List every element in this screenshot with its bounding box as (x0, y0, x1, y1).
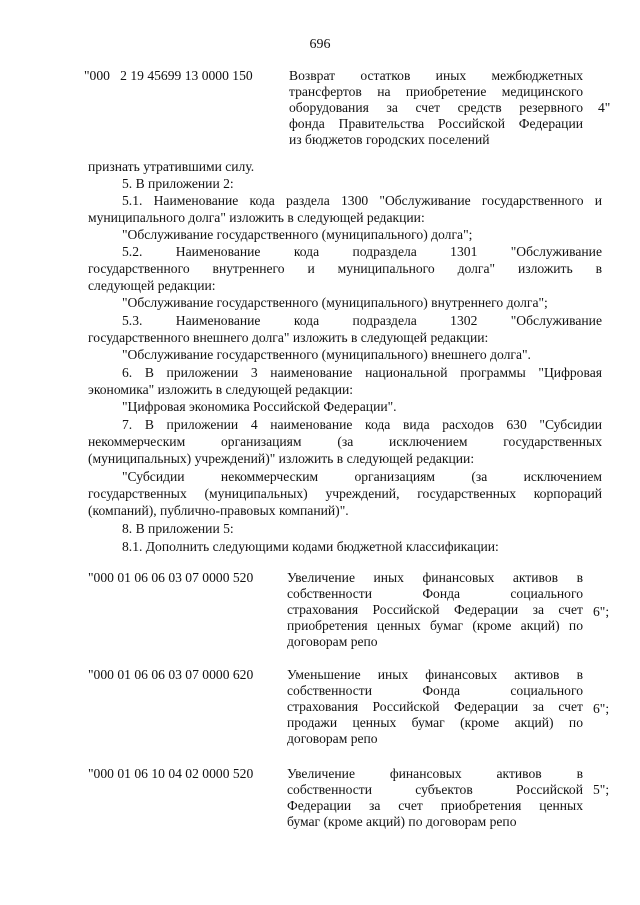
budget-code: "000 01 06 10 04 02 0000 520 (88, 766, 254, 781)
paragraph-line: некоммерческим организациям (за исключением государственных (88, 434, 602, 449)
paragraph-line: "Субсидии некоммерческим организациям (за исключением (122, 469, 602, 484)
paragraph-line: 7. В приложении 4 наименование кода вида расходов 630 "Субсидии (122, 417, 602, 432)
description-line: страхования Российской Федерации за счет (287, 602, 583, 617)
code-description (289, 68, 583, 148)
description-line: бумаг (кроме акций) по договорам репо (287, 814, 517, 829)
description-line: собственности субъектов Российской (287, 782, 583, 797)
description-line: Уменьшение иных финансовых активов в (287, 667, 583, 682)
row-tail: 6"; (593, 701, 610, 716)
budget-code: "000 2 19 45699 13 0000 150 (84, 68, 253, 83)
description-line: Увеличение иных финансовых активов в (287, 570, 583, 585)
description-line: договорам репо (287, 634, 378, 649)
paragraph-line: 6. В приложении 3 наименование национальной программы "Цифровая (122, 365, 602, 380)
description-line: трансфертов на приобретение медицинского (289, 84, 583, 99)
paragraph-line: государственного внешнего долга" изложить в следующей редакции: (88, 330, 489, 345)
code-table-row (88, 667, 618, 751)
description-line: собственности Фонда социального (287, 683, 583, 698)
paragraph-line: 5. В приложении 2: (122, 176, 234, 191)
description-line: оборудования за счет средств резервного (289, 100, 583, 115)
paragraph-line: 5.2. Наименование кода подраздела 1301 "Обслуживание (122, 244, 602, 259)
paragraph-line: государственного внутреннего и муниципального долга" изложить в (88, 261, 602, 276)
paragraph-line: (компаний), публично-правовых компаний)". (88, 503, 349, 518)
code-description (287, 570, 583, 650)
description-line: фонда Правительства Российской Федерации (289, 116, 583, 131)
description-line: Федерации за счет приобретения ценных (287, 798, 583, 813)
paragraph-line: муниципального долга" изложить в следующей редакции: (88, 210, 425, 225)
description-line: страхования Российской Федерации за счет (287, 699, 583, 714)
code-table-row (88, 766, 618, 834)
paragraph-line: (муниципальных) учреждений)" изложить в следующей редакции: (88, 451, 475, 466)
paragraph-line: "Обслуживание государственного (муниципального) долга"; (122, 227, 473, 242)
paragraph-line: 5.3. Наименование кода подраздела 1302 "Обслуживание (122, 313, 602, 328)
paragraph-line: 8. В приложении 5: (122, 521, 234, 536)
paragraph-line: 5.1. Наименование кода раздела 1300 "Обслуживание государственного и (122, 193, 602, 208)
paragraph-line: "Цифровая экономика Российской Федерации". (122, 399, 397, 414)
description-line: Увеличение финансовых активов в (287, 766, 583, 781)
row-tail: 5"; (593, 782, 610, 797)
code-table-row (88, 570, 618, 654)
description-line: приобретения ценных бумаг (кроме акций) по (287, 618, 583, 633)
row-tail: 4" (598, 100, 611, 115)
description-line: собственности Фонда социального (287, 586, 583, 601)
row-tail: 6"; (593, 604, 610, 619)
paragraph-line: следующей редакции: (88, 278, 216, 293)
budget-code: "000 01 06 06 03 07 0000 520 (88, 570, 254, 585)
description-line: продажи ценных бумаг (кроме акций) по (287, 715, 583, 730)
code-table-row (84, 68, 614, 152)
paragraph-line: "Обслуживание государственного (муниципального) внешнего долга". (122, 347, 531, 362)
paragraph-line: признать утратившими силу. (88, 159, 255, 174)
paragraph-line: экономика" изложить в следующей редакции: (88, 382, 354, 397)
description-line: договорам репо (287, 731, 378, 746)
description-line: из бюджетов городских поселений (289, 132, 490, 147)
paragraph-line: "Обслуживание государственного (муниципального) внутреннего долга"; (122, 295, 548, 310)
page-number: 696 (309, 37, 331, 52)
budget-code: "000 01 06 06 03 07 0000 620 (88, 667, 254, 682)
paragraph-line: государственных (муниципальных) учреждений, государственных корпораций (88, 486, 602, 501)
code-description (287, 667, 583, 747)
paragraph-line: 8.1. Дополнить следующими кодами бюджетной классификации: (122, 539, 499, 554)
description-line: Возврат остатков иных межбюджетных (289, 68, 583, 83)
code-description (287, 766, 583, 830)
